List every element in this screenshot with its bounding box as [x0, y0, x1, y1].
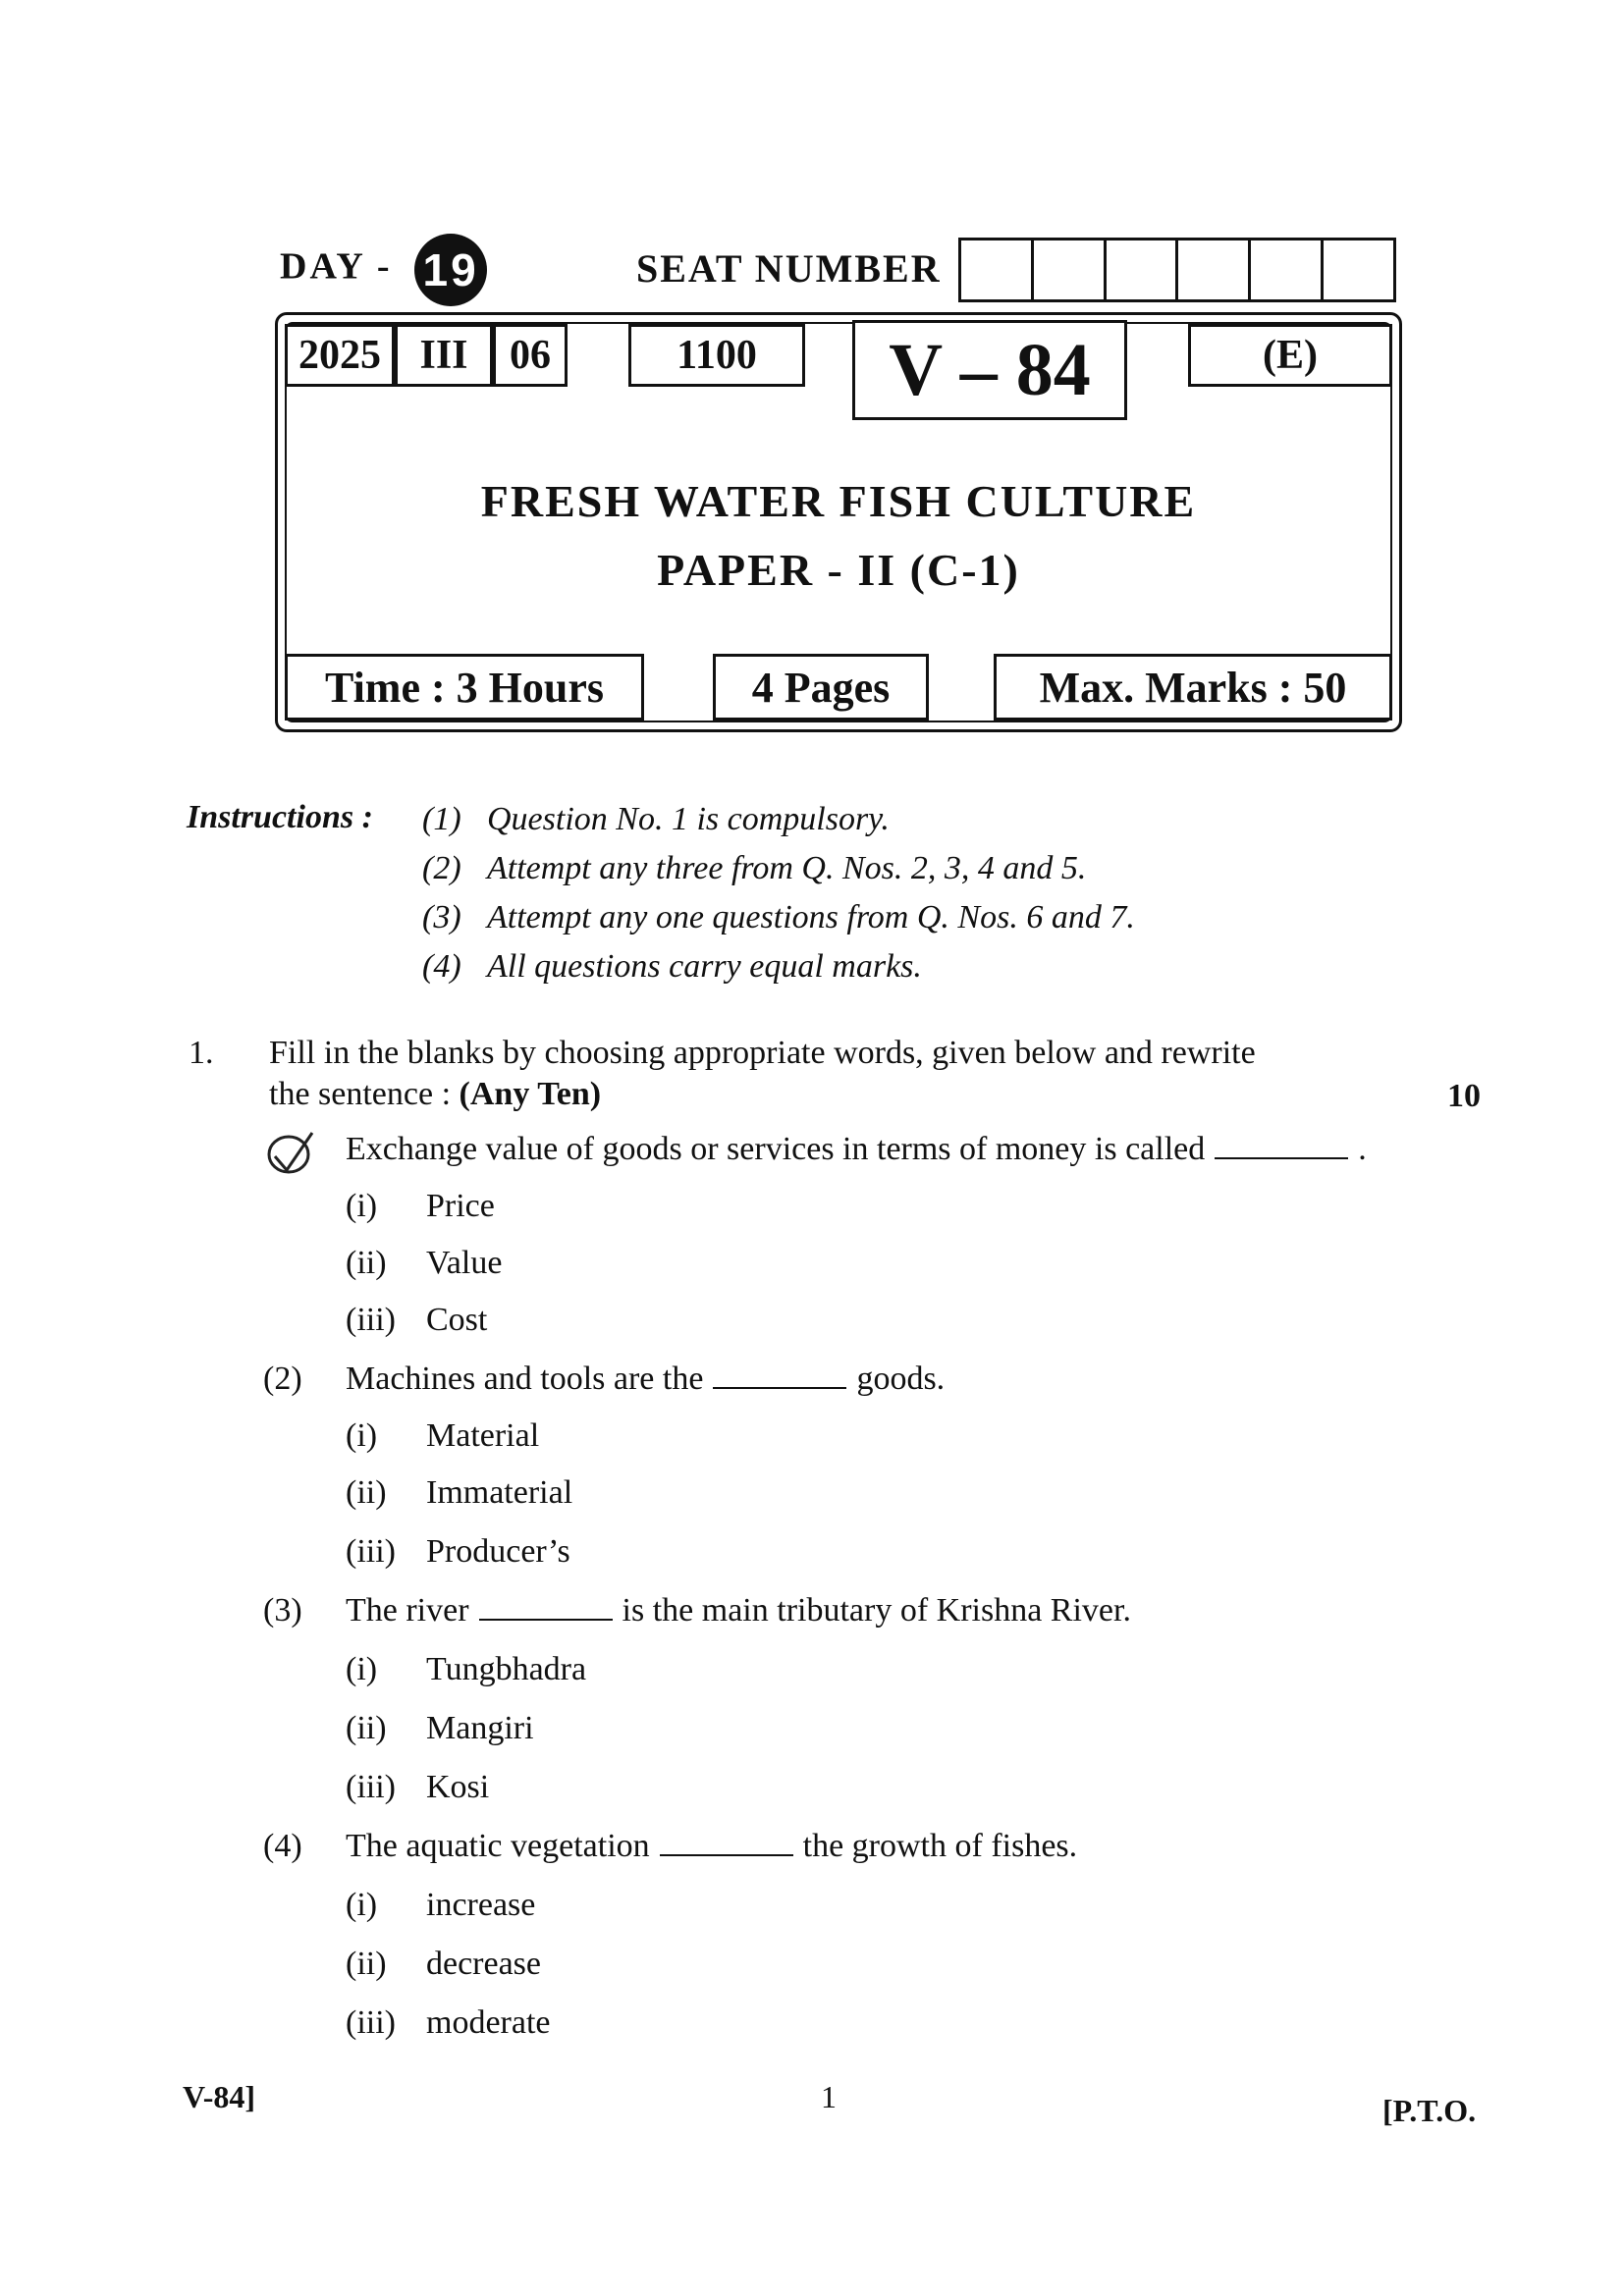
instruction-number: (4): [422, 948, 461, 985]
option-number: (i): [346, 1417, 378, 1454]
option-text: decrease: [426, 1946, 542, 1982]
sub-question-text-end: the growth of fishes.: [802, 1828, 1078, 1864]
instruction-text: Attempt any three from Q. Nos. 2, 3, 4 and 5.: [487, 850, 1087, 886]
instruction-item: [422, 948, 922, 986]
seat-box[interactable]: [961, 240, 1034, 299]
seat-box[interactable]: [1178, 240, 1251, 299]
instructions-label: Instructions :: [187, 799, 373, 835]
answer-blank: [660, 1829, 793, 1856]
seat-number-boxes[interactable]: [958, 238, 1396, 302]
seat-box[interactable]: [1251, 240, 1324, 299]
language-box: (E): [1188, 324, 1392, 387]
option-text: moderate: [426, 2004, 551, 2041]
question-text-line2: [269, 1076, 601, 1113]
instruction-item: [422, 899, 1135, 936]
option-number: (i): [346, 1887, 378, 1923]
sub-question-number: (2): [263, 1361, 302, 1397]
instruction-item: [422, 801, 890, 838]
exam-month-box: III: [395, 324, 493, 387]
page-number: 1: [821, 2079, 837, 2114]
sub-question-4: [346, 1828, 1077, 1865]
sub-question-text-end: .: [1358, 1131, 1367, 1167]
option-number: (iii): [346, 1769, 396, 1805]
exam-year-box: 2025: [285, 324, 395, 387]
option-text: Producer’s: [426, 1533, 570, 1570]
option-text: increase: [426, 1887, 536, 1923]
instruction-number: (3): [422, 899, 461, 935]
option-number: (ii): [346, 1946, 387, 1982]
answer-blank: [1215, 1132, 1348, 1159]
seat-box[interactable]: [1034, 240, 1107, 299]
instruction-number: (2): [422, 850, 461, 886]
option-number: (iii): [346, 1533, 396, 1570]
question-any-ten: (Any Ten): [459, 1076, 602, 1112]
pages-box: 4 Pages: [713, 654, 929, 721]
question-text-part: the sentence :: [269, 1076, 460, 1112]
sub-question-text-end: goods.: [856, 1361, 946, 1397]
sub-question-1: [346, 1131, 1367, 1168]
option-text: Value: [426, 1245, 503, 1281]
exam-date-box: 06: [493, 324, 568, 387]
seat-number-label: SEAT NUMBER: [636, 246, 942, 291]
day-number-badge: 19: [414, 234, 487, 306]
instruction-text: Question No. 1 is compulsory.: [487, 801, 890, 837]
footer-paper-code: V-84]: [183, 2079, 256, 2114]
option-text: Cost: [426, 1302, 488, 1338]
instruction-item: [422, 850, 1086, 887]
sub-question-text: Machines and tools are the: [346, 1361, 704, 1397]
paper-title: FRESH WATER FISH CULTURE: [480, 476, 1197, 526]
time-box: Time : 3 Hours: [285, 654, 644, 721]
exam-time-code-box: 1100: [628, 324, 805, 387]
option-number: (i): [346, 1188, 378, 1224]
question-marks: 10: [1447, 1078, 1481, 1114]
option-text: Price: [426, 1188, 495, 1224]
instruction-text: Attempt any one questions from Q. Nos. 6 and 7.: [487, 899, 1135, 935]
option-number: (i): [346, 1651, 378, 1687]
sub-question-text: Exchange value of goods or services in terms of money is called: [346, 1131, 1206, 1167]
option-text: Immaterial: [426, 1474, 573, 1511]
sub-question-number: (3): [263, 1592, 302, 1629]
paper-subtitle: PAPER - II (C-1): [657, 545, 1020, 595]
answer-blank: [479, 1593, 613, 1621]
option-number: (ii): [346, 1245, 387, 1281]
sub-question-number: (4): [263, 1828, 302, 1864]
instruction-number: (1): [422, 801, 461, 837]
option-text: Mangiri: [426, 1710, 534, 1746]
seat-box[interactable]: [1107, 240, 1179, 299]
option-text: Material: [426, 1417, 540, 1454]
please-turn-over: [P.T.O.: [1382, 2093, 1477, 2128]
sub-question-text-end: is the main tributary of Krishna River.: [622, 1592, 1131, 1629]
sub-question-text: The aquatic vegetation: [346, 1828, 650, 1864]
max-marks-box: Max. Marks : 50: [994, 654, 1392, 721]
option-number: (iii): [346, 1302, 396, 1338]
question-number: 1.: [189, 1035, 214, 1071]
day-label-text: DAY -: [280, 245, 393, 288]
question-text-line1: Fill in the blanks by choosing appropriate words, given below and rewrite: [269, 1035, 1256, 1071]
option-text: Tungbhadra: [426, 1651, 587, 1687]
option-number: (iii): [346, 2004, 396, 2041]
option-number: (ii): [346, 1710, 387, 1746]
answer-blank: [713, 1362, 846, 1389]
instruction-text: All questions carry equal marks.: [487, 948, 922, 985]
sub-question-text: The river: [346, 1592, 469, 1629]
option-text: Kosi: [426, 1769, 490, 1805]
option-number: (ii): [346, 1474, 387, 1511]
handwritten-mark-icon: [263, 1127, 318, 1182]
sub-question-3: [346, 1592, 1131, 1629]
sub-question-2: [346, 1361, 945, 1398]
day-label: [280, 234, 487, 306]
seat-box[interactable]: [1324, 240, 1393, 299]
paper-code-box: V – 84: [852, 320, 1127, 420]
